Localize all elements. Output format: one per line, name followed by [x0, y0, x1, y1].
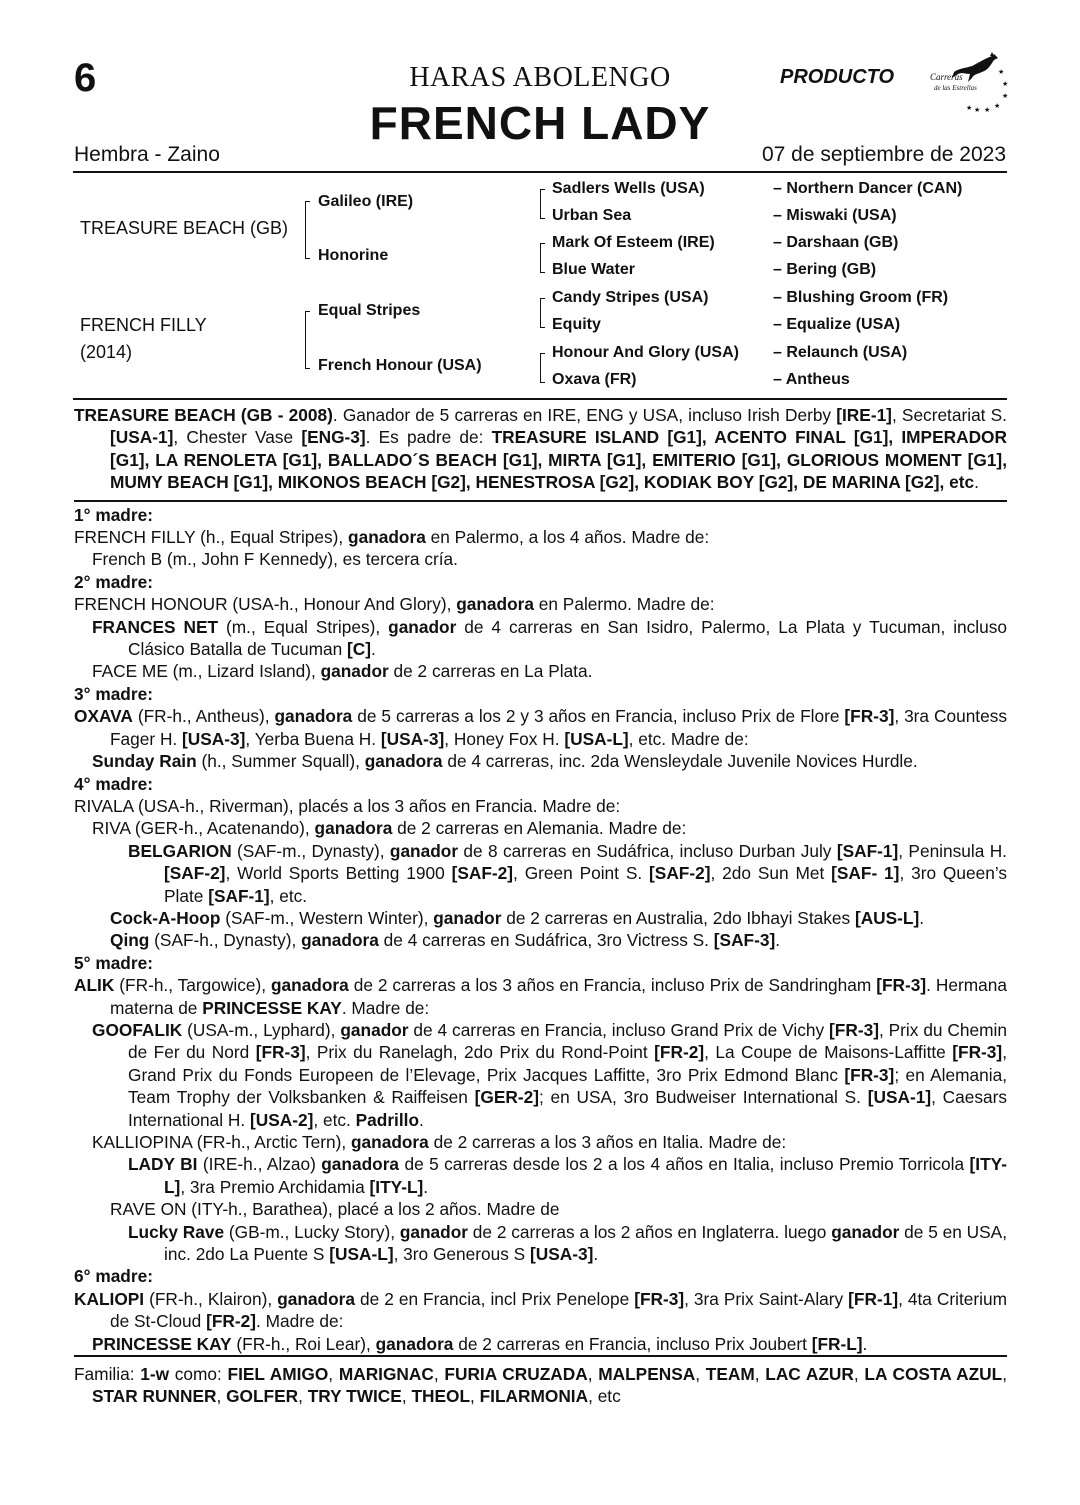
text-run: (USA-m., Lyphard), [182, 1019, 341, 1040]
pedigree-gen3: Oxava (FR) [552, 371, 637, 388]
text-run: , 3ro Queen’s Plate [164, 863, 1007, 906]
text-run: FRENCH HONOUR (USA-h., Honour And Glory), [74, 594, 457, 615]
text-run: , Prix du Ranelagh, 2do Prix du Rond-Point [305, 1042, 655, 1063]
text-run: , etc. [269, 885, 308, 906]
text-run: , [754, 1364, 766, 1385]
text-run: de 2 en Francia, incl Prix Penelope [355, 1288, 635, 1309]
svg-text:★: ★ [966, 104, 973, 112]
pedigree-gen2: French Honour (USA) [318, 357, 482, 374]
bold-text: PRINCESSE KAY [202, 997, 342, 1018]
bold-text: ganadora [270, 975, 349, 996]
bold-text: Padrillo [355, 1109, 420, 1130]
pedigree-gen4: – Antheus [773, 371, 850, 388]
text-run: FACE ME (m., Lizard Island), [92, 661, 321, 682]
family-paragraph [74, 1153, 1007, 1198]
text-run: ; en USA, 3ro Budweiser International S. [538, 1087, 868, 1108]
bold-text: [USA-2] [250, 1109, 314, 1130]
bold-text: [FR-3] [952, 1042, 1003, 1063]
bold-text: [SAF-1] [836, 840, 899, 861]
text-run: en Palermo, a los 4 años. Madre de: [425, 527, 710, 548]
text-run: , Yerba Buena H. [245, 728, 381, 749]
bracket [540, 243, 545, 273]
bold-text: THEOL [411, 1386, 470, 1407]
text-run: , World Sports Betting 1900 [225, 863, 452, 884]
dam-heading [74, 952, 1007, 974]
bracket [540, 189, 545, 219]
text-run: , etc. Madre de: [628, 728, 749, 749]
bold-text: [SAF-1] [208, 885, 270, 906]
text-run: (IRE-h., Alzao) [197, 1154, 322, 1175]
text-run: de 8 carreras en Sudáfrica, incluso Durban July [458, 840, 837, 861]
bold-text: [USA-L] [329, 1244, 394, 1265]
sire-paragraph [74, 404, 1007, 498]
text-run: , 3ra Premio Archidamia [180, 1176, 370, 1197]
bold-text: ganador [320, 661, 389, 682]
bold-text: [FR-3] [634, 1288, 685, 1309]
text-run: , [216, 1386, 227, 1407]
text-run: , 2do Sun Met [710, 863, 832, 884]
bold-text: LA COSTA AZUL [864, 1364, 1003, 1385]
pedigree-gen4: – Blushing Groom (FR) [773, 289, 949, 306]
text-run: , Green Point S. [513, 863, 650, 884]
text-run: , Caesars International H. [128, 1087, 1008, 1130]
bold-text: ganadora [274, 706, 353, 727]
bold-text: ganadora [348, 527, 426, 548]
text-run: , 4ta Criterium de St-Cloud [110, 1288, 1008, 1332]
bold-text: ganadora [375, 1333, 454, 1354]
text-run: . [919, 907, 925, 928]
sex-color: Hembra - Zaino [74, 143, 220, 166]
text-run: , Prix du Chemin de Fer du Nord [128, 1019, 1007, 1063]
family-paragraph [74, 1221, 1007, 1266]
family-paragraph [74, 817, 1007, 839]
text-run: . Madre de: [341, 997, 430, 1018]
text-run: . Ganador de 5 carreras en IRE, ENG y USA, incluso Irish Derby [332, 405, 837, 425]
bold-text: [GER-2] [474, 1087, 539, 1108]
family-paragraph [74, 705, 1007, 750]
bold-text: [SAF-2] [649, 863, 711, 884]
text-run: , Peninsula H. [898, 840, 1007, 861]
bold-text: 6° madre: [74, 1266, 153, 1287]
bold-text: STAR RUNNER [92, 1386, 217, 1407]
bold-text: ganador [340, 1019, 409, 1040]
pedigree-gen3: Mark Of Esteem (IRE) [552, 234, 715, 251]
dam-heading [74, 683, 1007, 705]
dam-heading [74, 504, 1007, 526]
farm-name: HARAS ABOLENGO [409, 62, 671, 93]
text-run: , [853, 1364, 865, 1385]
bold-text: [USA-1] [110, 427, 174, 448]
text-run: de 4 carreras en Francia, incluso Grand Prix de Vichy [408, 1019, 830, 1040]
bold-text: Lucky Rave [128, 1221, 225, 1242]
svg-text:★: ★ [984, 106, 991, 114]
bold-text: ganadora [277, 1288, 355, 1309]
svg-text:Carreras: Carreras [930, 72, 963, 82]
bold-text: [FR-3] [844, 1064, 895, 1085]
text-run: , [587, 1364, 599, 1385]
text-run: (FR-h., Targowice), [114, 975, 271, 996]
text-run: , [298, 1386, 308, 1407]
bold-text: [ITY-L] [369, 1176, 424, 1197]
family-paragraph [74, 795, 1007, 817]
pedigree-rule [73, 398, 1007, 400]
bold-text: BELGARION [128, 840, 232, 861]
bracket [305, 201, 310, 259]
bold-text: [USA-3] [182, 728, 246, 749]
bold-text: MALPENSA [598, 1364, 696, 1385]
bold-text: ganadora [314, 818, 393, 839]
text-run: RIVALA (USA-h., Riverman), placés a los 3 años en Francia. Madre de: [74, 795, 621, 816]
bold-text: [USA-3] [529, 1244, 594, 1265]
text-run: de 5 carreras desde los 2 a los 4 años en Italia, incluso Premio Torricola [399, 1154, 970, 1175]
text-run: en Palermo. Madre de: [533, 594, 715, 615]
bold-text: ganadora [350, 1132, 429, 1152]
pedigree-gen2: Equal Stripes [318, 302, 421, 319]
text-run: de 2 carreras en Australia, 2do Ibhayi Stakes [501, 907, 855, 928]
bold-text: [FR-1] [848, 1288, 899, 1309]
text-run: , Honey Fox H. [444, 728, 565, 749]
pedigree-dam: FRENCH FILLY [80, 315, 207, 335]
text-run: . [862, 1333, 868, 1354]
bold-text: LADY BI [128, 1154, 198, 1175]
text-run: (FR-h., Roi Lear), [231, 1333, 376, 1354]
family-paragraph [74, 616, 1007, 661]
family-paragraph [74, 660, 1007, 682]
text-run: , Chester Vase [173, 427, 302, 448]
bold-text: Cock-A-Hoop [110, 907, 221, 928]
bold-text: LAC AZUR [765, 1364, 854, 1385]
bold-text: Qing [110, 930, 150, 951]
svg-text:★: ★ [998, 68, 1005, 76]
text-run: RIVA (GER-h., Acatenando), [92, 818, 315, 839]
bold-text: ganador [831, 1221, 900, 1242]
pedigree-gen4: – Relaunch (USA) [773, 344, 908, 361]
text-run: . [974, 472, 979, 493]
family-paragraph [74, 593, 1007, 615]
svg-text:de las Estrellas: de las Estrellas [934, 84, 977, 92]
bold-text: TREASURE ISLAND [G1], ACENTO FINAL [G1], IMPERADOR [G1], LA RENOLETA [G1], BALLADO´S BEACH [G1], MIRTA [G1], EMITERIO [G1], GLORIOUS MOMENT [G1], MUMY BEACH [G1], MIKONOS BEACH [G2], HENESTROSA [G2], KODIAK BOY [G2], DE MARINA [G2], etc [110, 427, 1007, 493]
bracket [305, 311, 310, 369]
text-run: (SAF-m., Western Winter), [220, 907, 434, 928]
bold-text: KALIOPI [74, 1288, 145, 1309]
text-run: , [470, 1386, 480, 1407]
dam-heading [74, 571, 1007, 593]
text-run: . [775, 930, 781, 951]
category-label: PRODUCTO [780, 66, 895, 88]
bold-text: TREASURE BEACH (GB - 2008) [74, 405, 333, 425]
bold-text: 2° madre: [74, 571, 153, 592]
catalogue-text [74, 404, 1007, 1408]
pedigree-gen4: – Darshaan (GB) [773, 234, 899, 251]
svg-text:★: ★ [974, 106, 981, 114]
text-run: de 2 carreras a los 2 años en Inglaterra. luego [468, 1221, 832, 1242]
pedigree-dam-year: (2014) [80, 342, 133, 362]
bold-text: GOLFER [226, 1386, 299, 1407]
header-rule [73, 171, 1007, 173]
text-run: de 2 carreras en La Plata. [388, 661, 593, 682]
pedigree-gen4: – Miswaki (USA) [773, 207, 897, 224]
pedigree-gen3: Sadlers Wells (USA) [552, 180, 705, 197]
bold-text: [C] [347, 639, 372, 660]
bold-text: [SAF-2] [164, 863, 226, 884]
text-run: como: [169, 1364, 228, 1385]
logo-icon [928, 52, 1010, 114]
text-run: , [401, 1386, 412, 1407]
bold-text: [SAF-3] [713, 930, 776, 951]
text-run: de 5 carreras a los 2 y 3 años en Francia, incluso Prix de Flore [352, 706, 845, 727]
bold-text: ALIK [74, 975, 115, 996]
family-paragraph [74, 548, 1007, 570]
pedigree-sire: TREASURE BEACH (GB) [80, 218, 289, 238]
bold-text: ganadora [456, 594, 534, 615]
text-run: , [695, 1364, 706, 1385]
family-paragraph [74, 974, 1007, 1019]
bold-text: [FR-3] [876, 975, 927, 996]
bold-text: [FR-3] [255, 1042, 306, 1063]
bold-text: [FR-2] [654, 1042, 705, 1063]
bold-text: FIEL AMIGO [227, 1364, 329, 1385]
bold-text: GOOFALIK [92, 1019, 183, 1040]
bold-text: [FR-3] [844, 706, 895, 727]
text-run: , 3ra Countess Fager H. [110, 706, 1007, 749]
bold-text: FRANCES NET [92, 616, 219, 637]
bold-text: 1° madre: [74, 504, 153, 525]
bold-text: PRINCESSE KAY [92, 1333, 232, 1354]
bold-text: Sunday Rain [92, 751, 197, 772]
bold-text: [USA-L] [564, 728, 629, 749]
text-run: ; en Alemania, Team Trophy der Volksbanken & Raiffeisen [128, 1064, 1008, 1108]
family-blocks [74, 504, 1007, 1408]
bold-text: TRY TWICE [307, 1386, 402, 1407]
text-run: de 4 carreras en San Isidro, Palermo, La Plata y Tucuman, incluso Clásico Batalla de Tucuman [128, 616, 1008, 660]
text-run: French B (m., John F Kennedy), es tercera cría. [92, 549, 458, 570]
text-run: , 3ro Generous S [393, 1244, 530, 1265]
family-paragraph [74, 750, 1007, 772]
pedigree-gen2: Galileo (IRE) [318, 193, 414, 210]
bold-text: OXAVA [74, 706, 133, 727]
text-run: de 2 carreras a los 3 años en Italia. Madre de: [428, 1132, 787, 1152]
bold-text: FILARMONIA [479, 1386, 589, 1407]
text-run: KALLIOPINA (FR-h., Arctic Tern), [92, 1132, 351, 1152]
pedigree-gen4: – Equalize (USA) [773, 316, 901, 333]
family-paragraph [74, 1019, 1007, 1131]
text-run: . Hermana materna de [110, 975, 1007, 1018]
bold-text: ganador [389, 840, 459, 861]
text-run: , La Coupe de Maisons-Laffitte [704, 1042, 953, 1063]
birth-date: 07 de septiembre de 2023 [761, 143, 1006, 166]
text-run: . [419, 1109, 424, 1130]
bold-text: MARIGNAC [338, 1364, 434, 1385]
family-paragraph [74, 1198, 1007, 1220]
pedigree-gen2: Honorine [318, 247, 389, 264]
text-run: de 2 carreras en Alemania. Madre de: [392, 818, 687, 839]
family-paragraph [74, 840, 1007, 907]
text-run: (GB-m., Lucky Story), [224, 1221, 400, 1242]
dam-heading [74, 1265, 1007, 1287]
bold-text: 4° madre: [74, 773, 153, 794]
text-run: (SAF-m., Dynasty), [231, 840, 390, 861]
text-run: , [328, 1364, 339, 1385]
bold-text: [IRE-1] [836, 405, 892, 425]
text-run: FRENCH FILLY (h., Equal Stripes), [74, 527, 349, 548]
family-paragraph [74, 526, 1007, 548]
section-rule [74, 500, 1007, 502]
text-run: , Secretariat S. [891, 405, 1007, 425]
bold-text: [ENG-3] [301, 427, 366, 448]
text-run: , etc. [313, 1109, 356, 1130]
dam-heading [74, 773, 1007, 795]
text-run: . [423, 1176, 429, 1197]
bold-text: 5° madre: [74, 952, 153, 973]
pedigree-gen4: – Bering (GB) [773, 261, 877, 278]
bold-text: [AUS-L] [854, 907, 920, 928]
family-paragraph [74, 1288, 1007, 1333]
family-paragraph [74, 929, 1007, 951]
text-run: Familia: [74, 1364, 141, 1385]
bold-text: ganadora [301, 930, 379, 951]
pedigree-gen3: Honour And Glory (USA) [552, 344, 739, 361]
bold-text: ganador [399, 1221, 468, 1242]
text-run: . [371, 639, 376, 660]
text-run: . Es padre de: [365, 427, 492, 448]
bold-text: [FR-L] [811, 1333, 863, 1354]
bold-text: [USA-1] [867, 1087, 932, 1108]
text-run: de 2 carreras a los 3 años en Francia, incluso Prix de Sandringham [348, 975, 877, 996]
text-run: . [593, 1244, 599, 1265]
text-run: , Grand Prix du Fonds Europeen de l’Elevage, Prix Jacques Laffitte, 3ro Prix Edmond Blanc [128, 1042, 1007, 1085]
svg-text:★: ★ [1002, 92, 1009, 100]
bold-text: [SAF- 1] [831, 863, 900, 884]
family-paragraph [74, 1131, 1007, 1153]
bold-text: 3° madre: [74, 683, 153, 704]
bold-text: [SAF-2] [451, 863, 514, 884]
text-run: (m., Equal Stripes), [218, 616, 389, 637]
bold-text: FURIA CRUZADA [444, 1364, 588, 1385]
text-run: de 5 en USA, inc. 2do La Puente S [164, 1221, 1007, 1265]
bold-text: [FR-3] [829, 1019, 879, 1040]
text-run: , [433, 1364, 445, 1385]
pedigree-gen3: Blue Water [552, 261, 635, 278]
text-run: de 4 carreras, inc. 2da Wensleydale Juvenile Novices Hurdle. [442, 751, 918, 772]
pedigree-gen3: Urban Sea [552, 207, 632, 224]
lot-number: 6 [74, 56, 97, 100]
text-run: (SAF-h., Dynasty), [149, 930, 302, 951]
horse-name: FRENCH LADY [369, 97, 711, 149]
family-paragraph [74, 1333, 1007, 1355]
family-paragraph [74, 907, 1007, 929]
text-run: de 2 carreras en Francia, incluso Prix Joubert [453, 1333, 812, 1354]
bold-text: TEAM [705, 1364, 755, 1385]
bold-text: ganadora [364, 751, 443, 772]
family-paragraph [74, 1355, 1007, 1408]
text-run: , 3ra Prix Saint-Alary [684, 1288, 849, 1309]
bold-text: [FR-2] [206, 1311, 256, 1332]
pedigree-gen4: – Northern Dancer (CAN) [773, 180, 963, 197]
text-run: de 4 carreras en Sudáfrica, 3ro Victress S. [378, 930, 714, 951]
svg-text:★: ★ [1002, 80, 1009, 88]
text-run: , etc [588, 1386, 621, 1407]
pedigree-gen3: Candy Stripes (USA) [552, 289, 709, 306]
bold-text: [USA-3] [380, 728, 445, 749]
bold-text: [ITY-L] [164, 1154, 1007, 1197]
text-run: RAVE ON (ITY-h., Barathea), placé a los 2 años. Madre de [110, 1199, 560, 1220]
text-run: (FR-h., Antheus), [132, 706, 275, 727]
bracket [540, 353, 545, 383]
svg-text:★: ★ [994, 102, 1001, 110]
bold-text: ganador [433, 907, 502, 928]
text-run: (h., Summer Squall), [196, 751, 365, 772]
bold-text: ganadora [321, 1154, 400, 1175]
bracket [540, 298, 545, 328]
text-run: , [1002, 1364, 1008, 1385]
bold-text: 1-w [140, 1364, 170, 1385]
pedigree-gen3: Equity [552, 316, 601, 333]
text-run: . Madre de: [255, 1311, 344, 1332]
text-run: (FR-h., Klairon), [144, 1288, 278, 1309]
bold-text: ganador [388, 616, 457, 637]
